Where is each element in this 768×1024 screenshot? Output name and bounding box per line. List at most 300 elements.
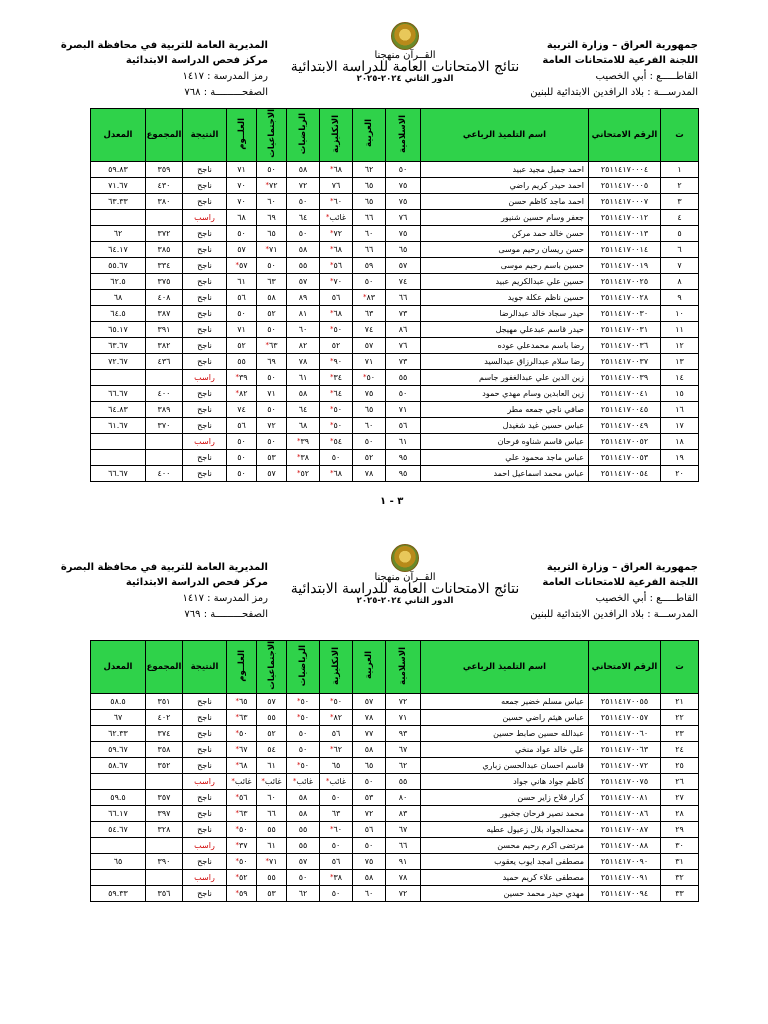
col-total: المجموع <box>146 109 183 162</box>
cell-arabic: ٥٣ <box>353 790 386 806</box>
cell-arabic: ٧٨ <box>353 466 386 482</box>
table-body <box>91 694 699 902</box>
cell-average <box>91 870 146 886</box>
cell-islamic: ٧٥ <box>386 178 421 194</box>
cell-islamic: ٩٣ <box>386 726 421 742</box>
cell-name: عباس قاسم شناوه فرحان <box>421 434 589 450</box>
cell-total <box>146 210 183 226</box>
cell-social: ٦٣ <box>257 274 287 290</box>
cell-total: ٣٨٧ <box>146 306 183 322</box>
cell-science: ٧٠ <box>227 194 257 210</box>
cell-name: حسين علي عبدالكريم عبيد <box>421 274 589 290</box>
cell-arabic: ٥٠ <box>353 434 386 450</box>
cell-average: ٦٢.٣٣ <box>91 726 146 742</box>
cell-exam-no: ٢٥١١٤١٧٠٠٤٩ <box>589 418 661 434</box>
cell-result: ناجح <box>183 194 227 210</box>
cell-science: ٥٥ <box>227 354 257 370</box>
cell-science <box>227 854 257 870</box>
cell-exam-no: ٢٥١١٤١٧٠٠٣٩ <box>589 370 661 386</box>
cell-social: ٦١ <box>257 838 287 854</box>
cell-result: ناجح <box>183 258 227 274</box>
cell-social: ٥٥ <box>257 870 287 886</box>
col-total: المجموع <box>146 641 183 694</box>
cell-result: ناجح <box>183 418 227 434</box>
cell-total: ٣٥٨ <box>146 742 183 758</box>
cell-total <box>146 434 183 450</box>
cell-result: راسب <box>183 370 227 386</box>
table-row <box>91 210 699 226</box>
cell-social: ٧١ <box>257 386 287 402</box>
cell-social: ٥٧ <box>257 694 287 710</box>
cell-social: ٦٩ <box>257 210 287 226</box>
cell-arabic: ٥٦ <box>353 822 386 838</box>
second-round-marker: * <box>329 325 334 333</box>
cell-seq: ٢٤ <box>661 742 699 758</box>
cell-english: ٥٠ <box>320 886 353 902</box>
cell-math: ٥٨ <box>287 386 320 402</box>
cell-result: ناجح <box>183 322 227 338</box>
cell-seq: ١ <box>661 162 699 178</box>
cell-seq: ٥ <box>661 226 699 242</box>
grade-value: غائب <box>234 777 252 786</box>
col-exam-no: الرقم الامتحاني <box>589 641 661 694</box>
cell-english <box>320 258 353 274</box>
cell-islamic: ٧١ <box>386 402 421 418</box>
second-round-marker: * <box>296 713 301 721</box>
motto: القــرآن منهجنا <box>374 50 436 61</box>
cell-math: ٥٥ <box>287 838 320 854</box>
cell-islamic: ٧٤ <box>386 274 421 290</box>
cell-science: ٥٠ <box>227 434 257 450</box>
cell-average: ٦٢ <box>91 226 146 242</box>
grade-value: ٦٨ <box>333 469 343 478</box>
cell-exam-no: ٢٥١١٤١٧٠٠٨٧ <box>589 822 661 838</box>
table-row <box>91 370 699 386</box>
cell-math: ٥٨ <box>287 242 320 258</box>
cell-result: ناجح <box>183 822 227 838</box>
second-round-marker: * <box>329 825 334 833</box>
cell-seq: ٢١ <box>661 694 699 710</box>
second-round-marker: * <box>235 261 239 269</box>
table-row <box>91 790 699 806</box>
second-round-marker: * <box>329 405 334 413</box>
cell-total <box>146 370 183 386</box>
col-english: الانكليزية <box>320 109 353 162</box>
cell-total: ٣٩١ <box>146 322 183 338</box>
cell-social: ٦١ <box>257 758 287 774</box>
cell-average <box>91 210 146 226</box>
cell-islamic: ٦١ <box>386 434 421 450</box>
cell-math <box>287 450 320 466</box>
table-row <box>91 226 699 242</box>
col-seq: ت <box>661 641 699 694</box>
cell-seq: ٣٢ <box>661 870 699 886</box>
cell-islamic: ٧٣ <box>386 354 421 370</box>
cell-arabic: ٥٠ <box>353 774 386 790</box>
cell-name: مهدي حيدر محمد حسين <box>421 886 589 902</box>
cell-social: ٥٠ <box>257 322 287 338</box>
cell-islamic: ٧٥ <box>386 194 421 210</box>
cell-math: ٨٢ <box>287 338 320 354</box>
cell-exam-no: ٢٥١١٤١٧٠٠٤١ <box>589 386 661 402</box>
cell-social: ٦٥ <box>257 226 287 242</box>
cell-english <box>320 870 353 886</box>
cell-total: ٣٨٠ <box>146 194 183 210</box>
directorate-line: المديرية العامة للتربية في محافظة البصرة <box>60 562 268 573</box>
page-number: الصفحـــــــــة : ٧٦٩ <box>184 609 268 620</box>
cell-english <box>320 162 353 178</box>
sector-line: القاطـــــع : أبي الخصيب <box>595 593 698 604</box>
cell-islamic: ٩٥ <box>386 466 421 482</box>
table-row <box>91 806 699 822</box>
cell-math: ٦٤ <box>287 210 320 226</box>
cell-science <box>227 370 257 386</box>
cell-name: حيدر سجاد خالد عبدالرضا <box>421 306 589 322</box>
cell-islamic: ٥٠ <box>386 386 421 402</box>
cell-seq: ٢٢ <box>661 710 699 726</box>
cell-average: ٦٣.٦٧ <box>91 338 146 354</box>
committee-line: اللجنة الفرعية للامتحانات العامة <box>542 577 698 588</box>
cell-english <box>320 710 353 726</box>
grade-value: ٥٠ <box>333 325 343 334</box>
cell-seq: ١٩ <box>661 450 699 466</box>
cell-name: عباس ماجد محمود علي <box>421 450 589 466</box>
cell-seq: ٢٣ <box>661 726 699 742</box>
cell-math: ٦٠ <box>287 322 320 338</box>
grade-value: ٧١ <box>268 245 278 254</box>
cell-seq: ١٨ <box>661 434 699 450</box>
cell-average: ٦٦.١٧ <box>91 806 146 822</box>
cell-science <box>227 710 257 726</box>
second-round-marker: * <box>261 777 265 785</box>
cell-result: ناجح <box>183 306 227 322</box>
cell-name: حسين ناظم عكلة جويد <box>421 290 589 306</box>
col-islamic: الاسلامية <box>386 641 421 694</box>
cell-science <box>227 386 257 402</box>
second-round-marker: * <box>235 697 239 705</box>
cell-name: احمد جميل مجيد عبيد <box>421 162 589 178</box>
cell-average: ٥٤.٦٧ <box>91 822 146 838</box>
cell-exam-no: ٢٥١١٤١٧٠٠٥٧ <box>589 710 661 726</box>
table-row <box>91 774 699 790</box>
cell-science <box>227 742 257 758</box>
cell-result: ناجح <box>183 178 227 194</box>
school-code: رمز المدرسة : ١٤١٧ <box>182 593 268 604</box>
grade-value: ٦٧ <box>238 745 248 754</box>
grade-value: ٧٠ <box>333 277 343 286</box>
cell-math <box>287 466 320 482</box>
grade-value: ٨٢ <box>238 389 248 398</box>
cell-exam-no: ٢٥١١٤١٧٠٠٤٥ <box>589 402 661 418</box>
cell-social: ٥٠ <box>257 258 287 274</box>
cell-social: ٦٠ <box>257 194 287 210</box>
cell-arabic: ٧١ <box>353 354 386 370</box>
cell-english <box>320 466 353 482</box>
cell-islamic: ٩٥ <box>386 450 421 466</box>
cell-math <box>287 694 320 710</box>
col-science: العلــوم <box>227 109 257 162</box>
table-body <box>91 162 699 482</box>
cell-seq: ٢٦ <box>661 774 699 790</box>
cell-science <box>227 790 257 806</box>
page-header <box>0 40 768 106</box>
center-line: مركز فحص الدراسة الابتدائية <box>125 577 268 588</box>
cell-seq: ٩ <box>661 290 699 306</box>
second-round-marker: * <box>325 213 330 221</box>
cell-average: ٦٥.١٧ <box>91 322 146 338</box>
cell-islamic: ٥٧ <box>386 258 421 274</box>
cell-total: ٤٠٨ <box>146 290 183 306</box>
ministry-emblem-icon <box>391 544 419 572</box>
ministry-line: جمهورية العراق – وزارة التربية <box>546 562 698 573</box>
cell-arabic: ٥٧ <box>353 338 386 354</box>
cell-science: ٥٠ <box>227 466 257 482</box>
cell-seq: ١٥ <box>661 386 699 402</box>
cell-arabic <box>353 290 386 306</box>
page-title: نتائج الامتحانات العامة للدراسة الابتدائية <box>290 59 520 75</box>
cell-science: ٥٠ <box>227 306 257 322</box>
cell-english <box>320 370 353 386</box>
cell-english: ٥٦ <box>320 290 353 306</box>
grade-value: ٥٦ <box>238 793 248 802</box>
cell-name: محمدالجواد بلال زعيول عطيه <box>421 822 589 838</box>
cell-science: ٥٠ <box>227 450 257 466</box>
cell-arabic: ٥٧ <box>353 694 386 710</box>
col-average: المعدل <box>91 641 146 694</box>
grade-value: ٦٨ <box>333 245 343 254</box>
cell-average: ٦٦.٦٧ <box>91 466 146 482</box>
cell-average <box>91 450 146 466</box>
cell-science <box>227 726 257 742</box>
cell-social: ٥٢ <box>257 726 287 742</box>
grade-value: ٣٤ <box>333 373 343 382</box>
cell-social: ٥٠ <box>257 370 287 386</box>
cell-islamic: ٦٦ <box>386 290 421 306</box>
cell-math: ٧٢ <box>287 178 320 194</box>
grade-value: ٥٠ <box>300 697 310 706</box>
sector-line: القاطـــــع : أبي الخصيب <box>595 71 698 82</box>
cell-name: قاسم احسان عبدالحسن زباري <box>421 758 589 774</box>
grade-value: ٥٢ <box>238 873 248 882</box>
grade-value: ٦٨ <box>238 761 248 770</box>
cell-science: ٧٤ <box>227 402 257 418</box>
cell-arabic: ٧٥ <box>353 854 386 870</box>
table-row <box>91 306 699 322</box>
cell-islamic: ٨٣ <box>386 806 421 822</box>
cell-english: ٥٠ <box>320 450 353 466</box>
grade-value: ٥٦ <box>333 261 343 270</box>
cell-average: ٧١.٦٧ <box>91 178 146 194</box>
title-block <box>290 22 520 84</box>
cell-result: ناجح <box>183 694 227 710</box>
cell-social: ٥٣ <box>257 450 287 466</box>
cell-seq: ٢٩ <box>661 822 699 838</box>
cell-english: ٦٣ <box>320 806 353 822</box>
second-round-marker: * <box>329 373 334 381</box>
cell-arabic: ٦٥ <box>353 758 386 774</box>
grade-value: ٦٨ <box>333 165 343 174</box>
table-row <box>91 450 699 466</box>
cell-exam-no: ٢٥١١٤١٧٠٠٩٤ <box>589 886 661 902</box>
second-round-marker: * <box>329 697 334 705</box>
cell-exam-no: ٢٥١١٤١٧٠٠٣٦ <box>589 338 661 354</box>
cell-result: ناجح <box>183 726 227 742</box>
cell-math: ٥٨ <box>287 806 320 822</box>
cell-seq: ٣١ <box>661 854 699 870</box>
cell-exam-no: ٢٥١١٤١٧٠٠٩٠ <box>589 854 661 870</box>
cell-seq: ٨ <box>661 274 699 290</box>
cell-name: حسين باسم رحيم موسى <box>421 258 589 274</box>
cell-social: ٥٠ <box>257 162 287 178</box>
cell-average: ٥٨.٦٧ <box>91 758 146 774</box>
cell-science: ٧١ <box>227 322 257 338</box>
cell-english <box>320 742 353 758</box>
cell-science: ٥٧ <box>227 242 257 258</box>
cell-english: ٥٦ <box>320 726 353 742</box>
results-table <box>90 108 699 482</box>
cell-science: ٦١ <box>227 274 257 290</box>
second-round-marker: * <box>329 469 334 477</box>
second-round-marker: * <box>235 825 239 833</box>
cell-math: ٨٩ <box>287 290 320 306</box>
grade-value: ٦٣ <box>268 341 278 350</box>
second-round-marker: * <box>329 745 334 753</box>
col-exam-no: الرقم الامتحاني <box>589 109 661 162</box>
cell-science <box>227 806 257 822</box>
cell-english <box>320 274 353 290</box>
second-round-marker: * <box>362 293 367 301</box>
cell-english <box>320 306 353 322</box>
cell-average <box>91 838 146 854</box>
cell-name: رضا باسم محمدعلي عوده <box>421 338 589 354</box>
cell-math <box>287 434 320 450</box>
cell-name: كرار فلاح زاير حسن <box>421 790 589 806</box>
cell-social <box>257 854 287 870</box>
page-header <box>0 562 768 628</box>
cell-result: ناجح <box>183 450 227 466</box>
cell-islamic: ٨٠ <box>386 790 421 806</box>
cell-arabic: ٦٦ <box>353 210 386 226</box>
cell-math: ٥٥ <box>287 822 320 838</box>
cell-exam-no: ٢٥١١٤١٧٠٠٢٨ <box>589 290 661 306</box>
cell-english <box>320 226 353 242</box>
cell-average: ٧٢.٦٧ <box>91 354 146 370</box>
cell-result: ناجح <box>183 242 227 258</box>
cell-total <box>146 774 183 790</box>
cell-arabic: ٦٥ <box>353 194 386 210</box>
cell-name: كاظم جواد هاني جواد <box>421 774 589 790</box>
cell-science <box>227 694 257 710</box>
cell-english <box>320 822 353 838</box>
cell-result: ناجح <box>183 758 227 774</box>
second-round-marker: * <box>329 277 334 285</box>
cell-name: احمد حيدر كريم راضي <box>421 178 589 194</box>
cell-english <box>320 418 353 434</box>
cell-arabic: ٦٥ <box>353 402 386 418</box>
cell-islamic: ٦٧ <box>386 822 421 838</box>
cell-arabic: ٥٠ <box>353 838 386 854</box>
cell-math: ٥٨ <box>287 790 320 806</box>
grade-value: ٧٢ <box>268 181 278 190</box>
cell-exam-no: ٢٥١١٤١٧٠٠٥٢ <box>589 434 661 450</box>
table-row <box>91 338 699 354</box>
cell-social <box>257 338 287 354</box>
cell-seq: ١٣ <box>661 354 699 370</box>
cell-exam-no: ٢٥١١٤١٧٠٠٩١ <box>589 870 661 886</box>
cell-arabic: ٦٠ <box>353 226 386 242</box>
cell-math: ٥٠ <box>287 870 320 886</box>
grade-value: ٣٨ <box>300 453 310 462</box>
table-row <box>91 854 699 870</box>
cell-social: ٦٠ <box>257 790 287 806</box>
grade-value: ٦٣ <box>238 809 248 818</box>
cell-seq: ١٤ <box>661 370 699 386</box>
table-row <box>91 710 699 726</box>
cell-social: ٥٥ <box>257 710 287 726</box>
cell-total <box>146 450 183 466</box>
cell-math <box>287 710 320 726</box>
grade-value: ٧٢ <box>333 229 343 238</box>
grade-value: ٥٠ <box>238 857 248 866</box>
cell-result: راسب <box>183 870 227 886</box>
second-round-marker: * <box>265 181 269 189</box>
cell-total: ٣٨٩ <box>146 402 183 418</box>
cell-exam-no: ٢٥١١٤١٧٠٠٣٧ <box>589 354 661 370</box>
cell-exam-no: ٢٥١١٤١٧٠٠٧٢ <box>589 758 661 774</box>
table-row <box>91 822 699 838</box>
cell-math: ٦١ <box>287 370 320 386</box>
cell-exam-no: ٢٥١١٤١٧٠٠٠٥ <box>589 178 661 194</box>
grade-value: ٦٨ <box>333 309 343 318</box>
cell-islamic: ٨٦ <box>386 322 421 338</box>
cell-result: راسب <box>183 434 227 450</box>
cell-english <box>320 210 353 226</box>
grade-value: ٦٥ <box>238 697 248 706</box>
grade-value: ٥٠ <box>300 761 310 770</box>
table-row <box>91 242 699 258</box>
grade-value: ٥٠ <box>238 729 248 738</box>
grade-value: ٥٩ <box>238 889 248 898</box>
grade-value: ٣٧ <box>238 841 248 850</box>
cell-english <box>320 774 353 790</box>
second-round-marker: * <box>235 889 239 897</box>
cell-name: حسن خالد حمد مركن <box>421 226 589 242</box>
cell-islamic: ٦٢ <box>386 758 421 774</box>
cell-islamic: ٧٨ <box>386 870 421 886</box>
cell-science: ٧١ <box>227 162 257 178</box>
cell-science <box>227 838 257 854</box>
cell-math: ٥٠ <box>287 742 320 758</box>
table-row <box>91 386 699 402</box>
cell-total: ٣٣٤ <box>146 258 183 274</box>
grade-value: ٨٢ <box>333 713 343 722</box>
grade-value: ٦٠ <box>333 825 343 834</box>
cell-average: ٥٩.٦٧ <box>91 742 146 758</box>
cell-name: رضا سلام عبدالرزاق عبدالسيد <box>421 354 589 370</box>
cell-exam-no: ٢٥١١٤١٧٠٠١٢ <box>589 210 661 226</box>
second-round-marker: * <box>296 469 301 477</box>
second-round-marker: * <box>362 373 367 381</box>
cell-seq: ١٧ <box>661 418 699 434</box>
cell-seq: ١١ <box>661 322 699 338</box>
cell-exam-no: ٢٥١١٤١٧٠٠٣١ <box>589 322 661 338</box>
cell-social: ٥٨ <box>257 290 287 306</box>
cell-exam-no: ٢٥١١٤١٧٠٠٠٧ <box>589 194 661 210</box>
col-average: المعدل <box>91 109 146 162</box>
second-round-marker: * <box>235 761 239 769</box>
grade-value: ٣٩ <box>238 373 248 382</box>
cell-exam-no: ٢٥١١٤١٧٠٠١٤ <box>589 242 661 258</box>
